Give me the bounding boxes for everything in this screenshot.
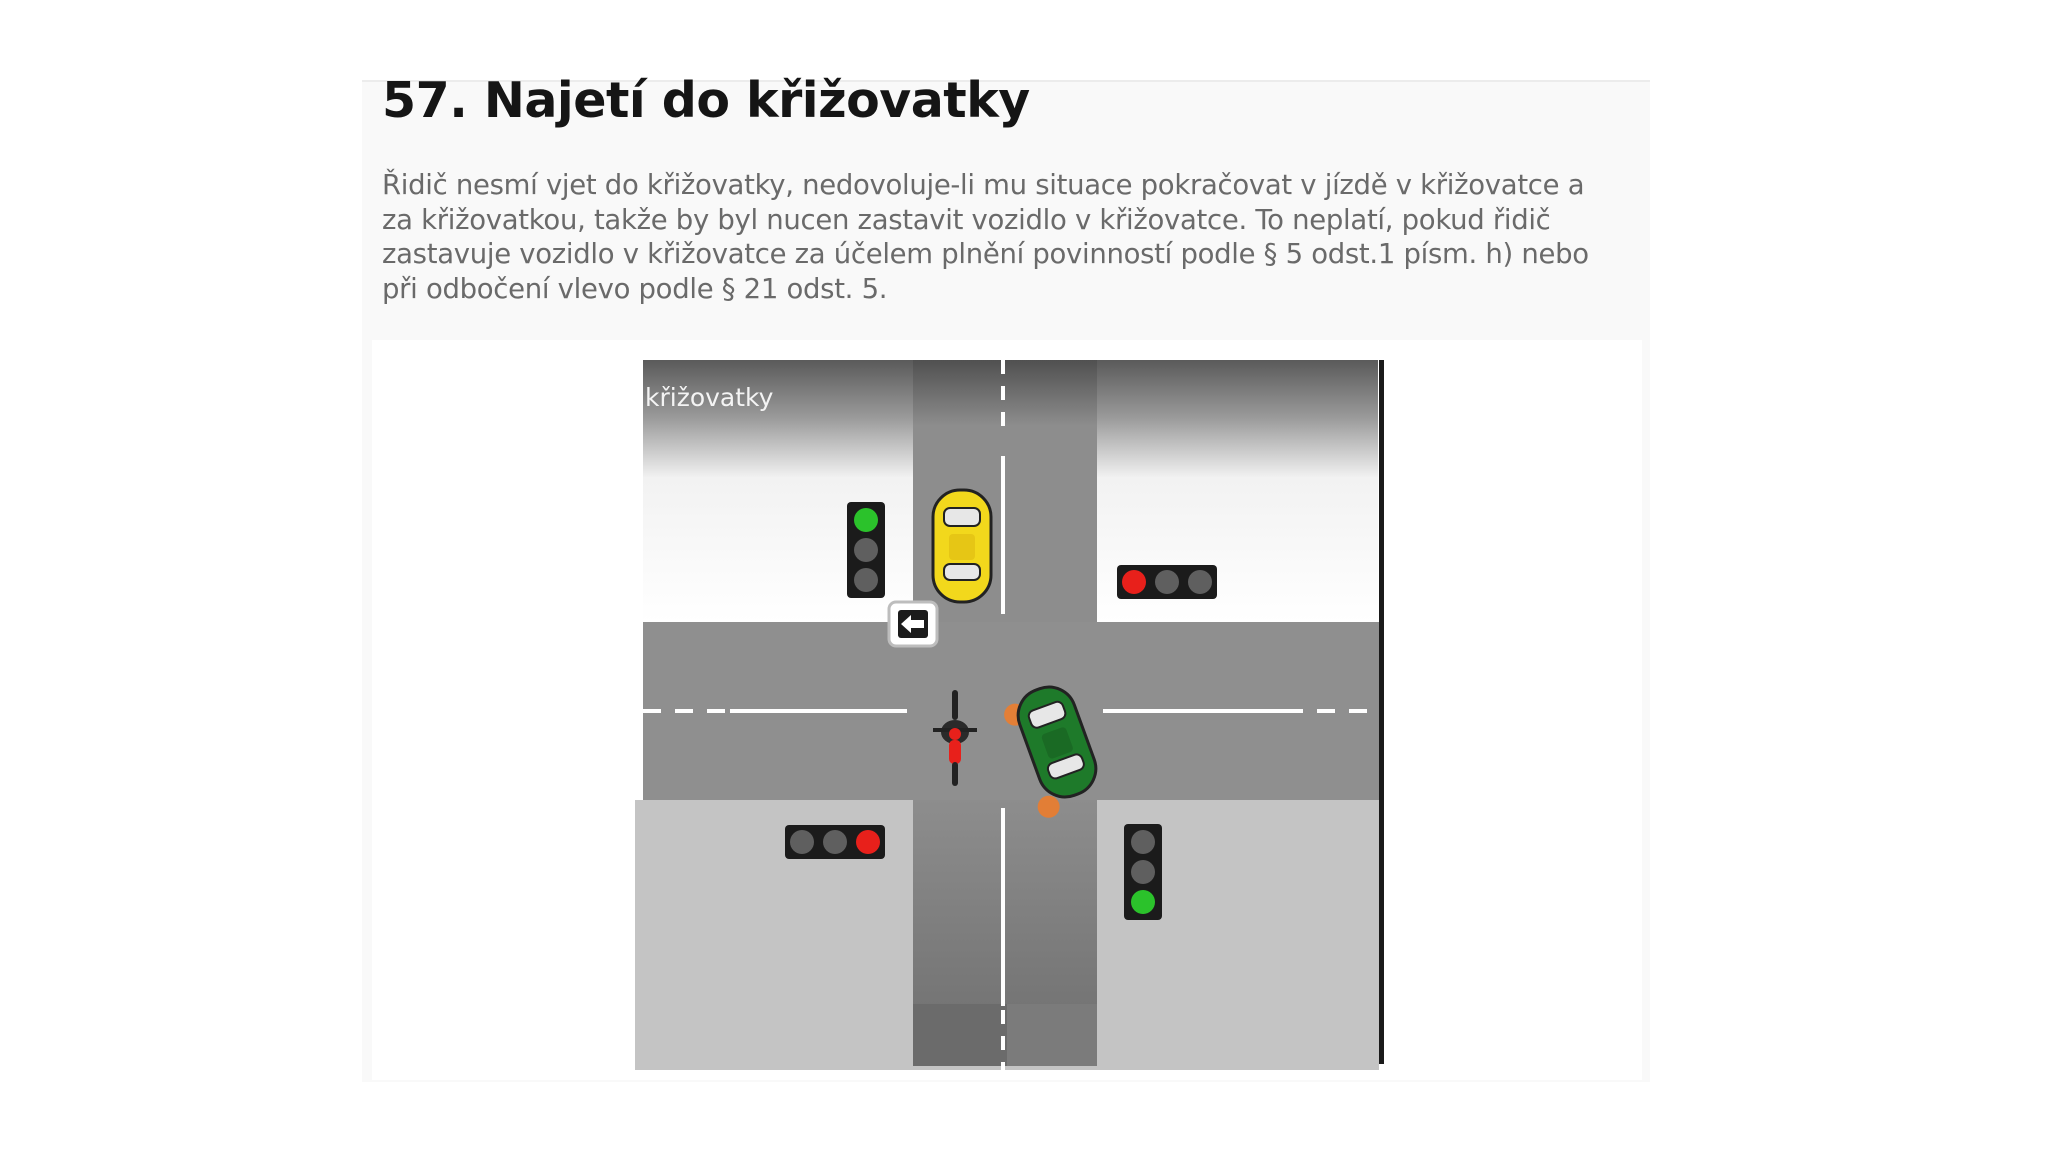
yellow-car xyxy=(933,490,991,602)
red-lamp xyxy=(1122,570,1146,594)
illustration-caption: křižovatky xyxy=(645,383,774,412)
top-left-traffic-light xyxy=(847,502,885,598)
frame-edge xyxy=(1379,360,1384,1064)
article-title: 57. Najetí do křižovatky xyxy=(382,72,1030,129)
stop-zone-right xyxy=(1007,1004,1097,1066)
red-lamp xyxy=(856,830,880,854)
arrow-left-icon xyxy=(889,602,937,646)
article-paragraph: Řidič nesmí vjet do křižovatky, nedovoluje-li mu situace pokračovat v jízdě v křižovatce a za křižovatkou, takže by byl nucen zastavit vozidlo v křižovatce. To neplatí, pokud řidič zastavuje vozidlo v křižovatce za účelem plnění povinností podle § 5 odst.1 písm. h) nebo při odbočení vlevo podle § 21 odst. 5. xyxy=(382,169,1589,305)
intersection-illustration xyxy=(635,356,1387,1070)
bottom-left-traffic-light xyxy=(785,825,885,859)
stop-zone-left xyxy=(913,1004,1007,1066)
green-lamp xyxy=(1131,890,1155,914)
top-right-traffic-light xyxy=(1117,565,1217,599)
bottom-right-traffic-light xyxy=(1124,824,1162,920)
green-lamp xyxy=(854,508,878,532)
